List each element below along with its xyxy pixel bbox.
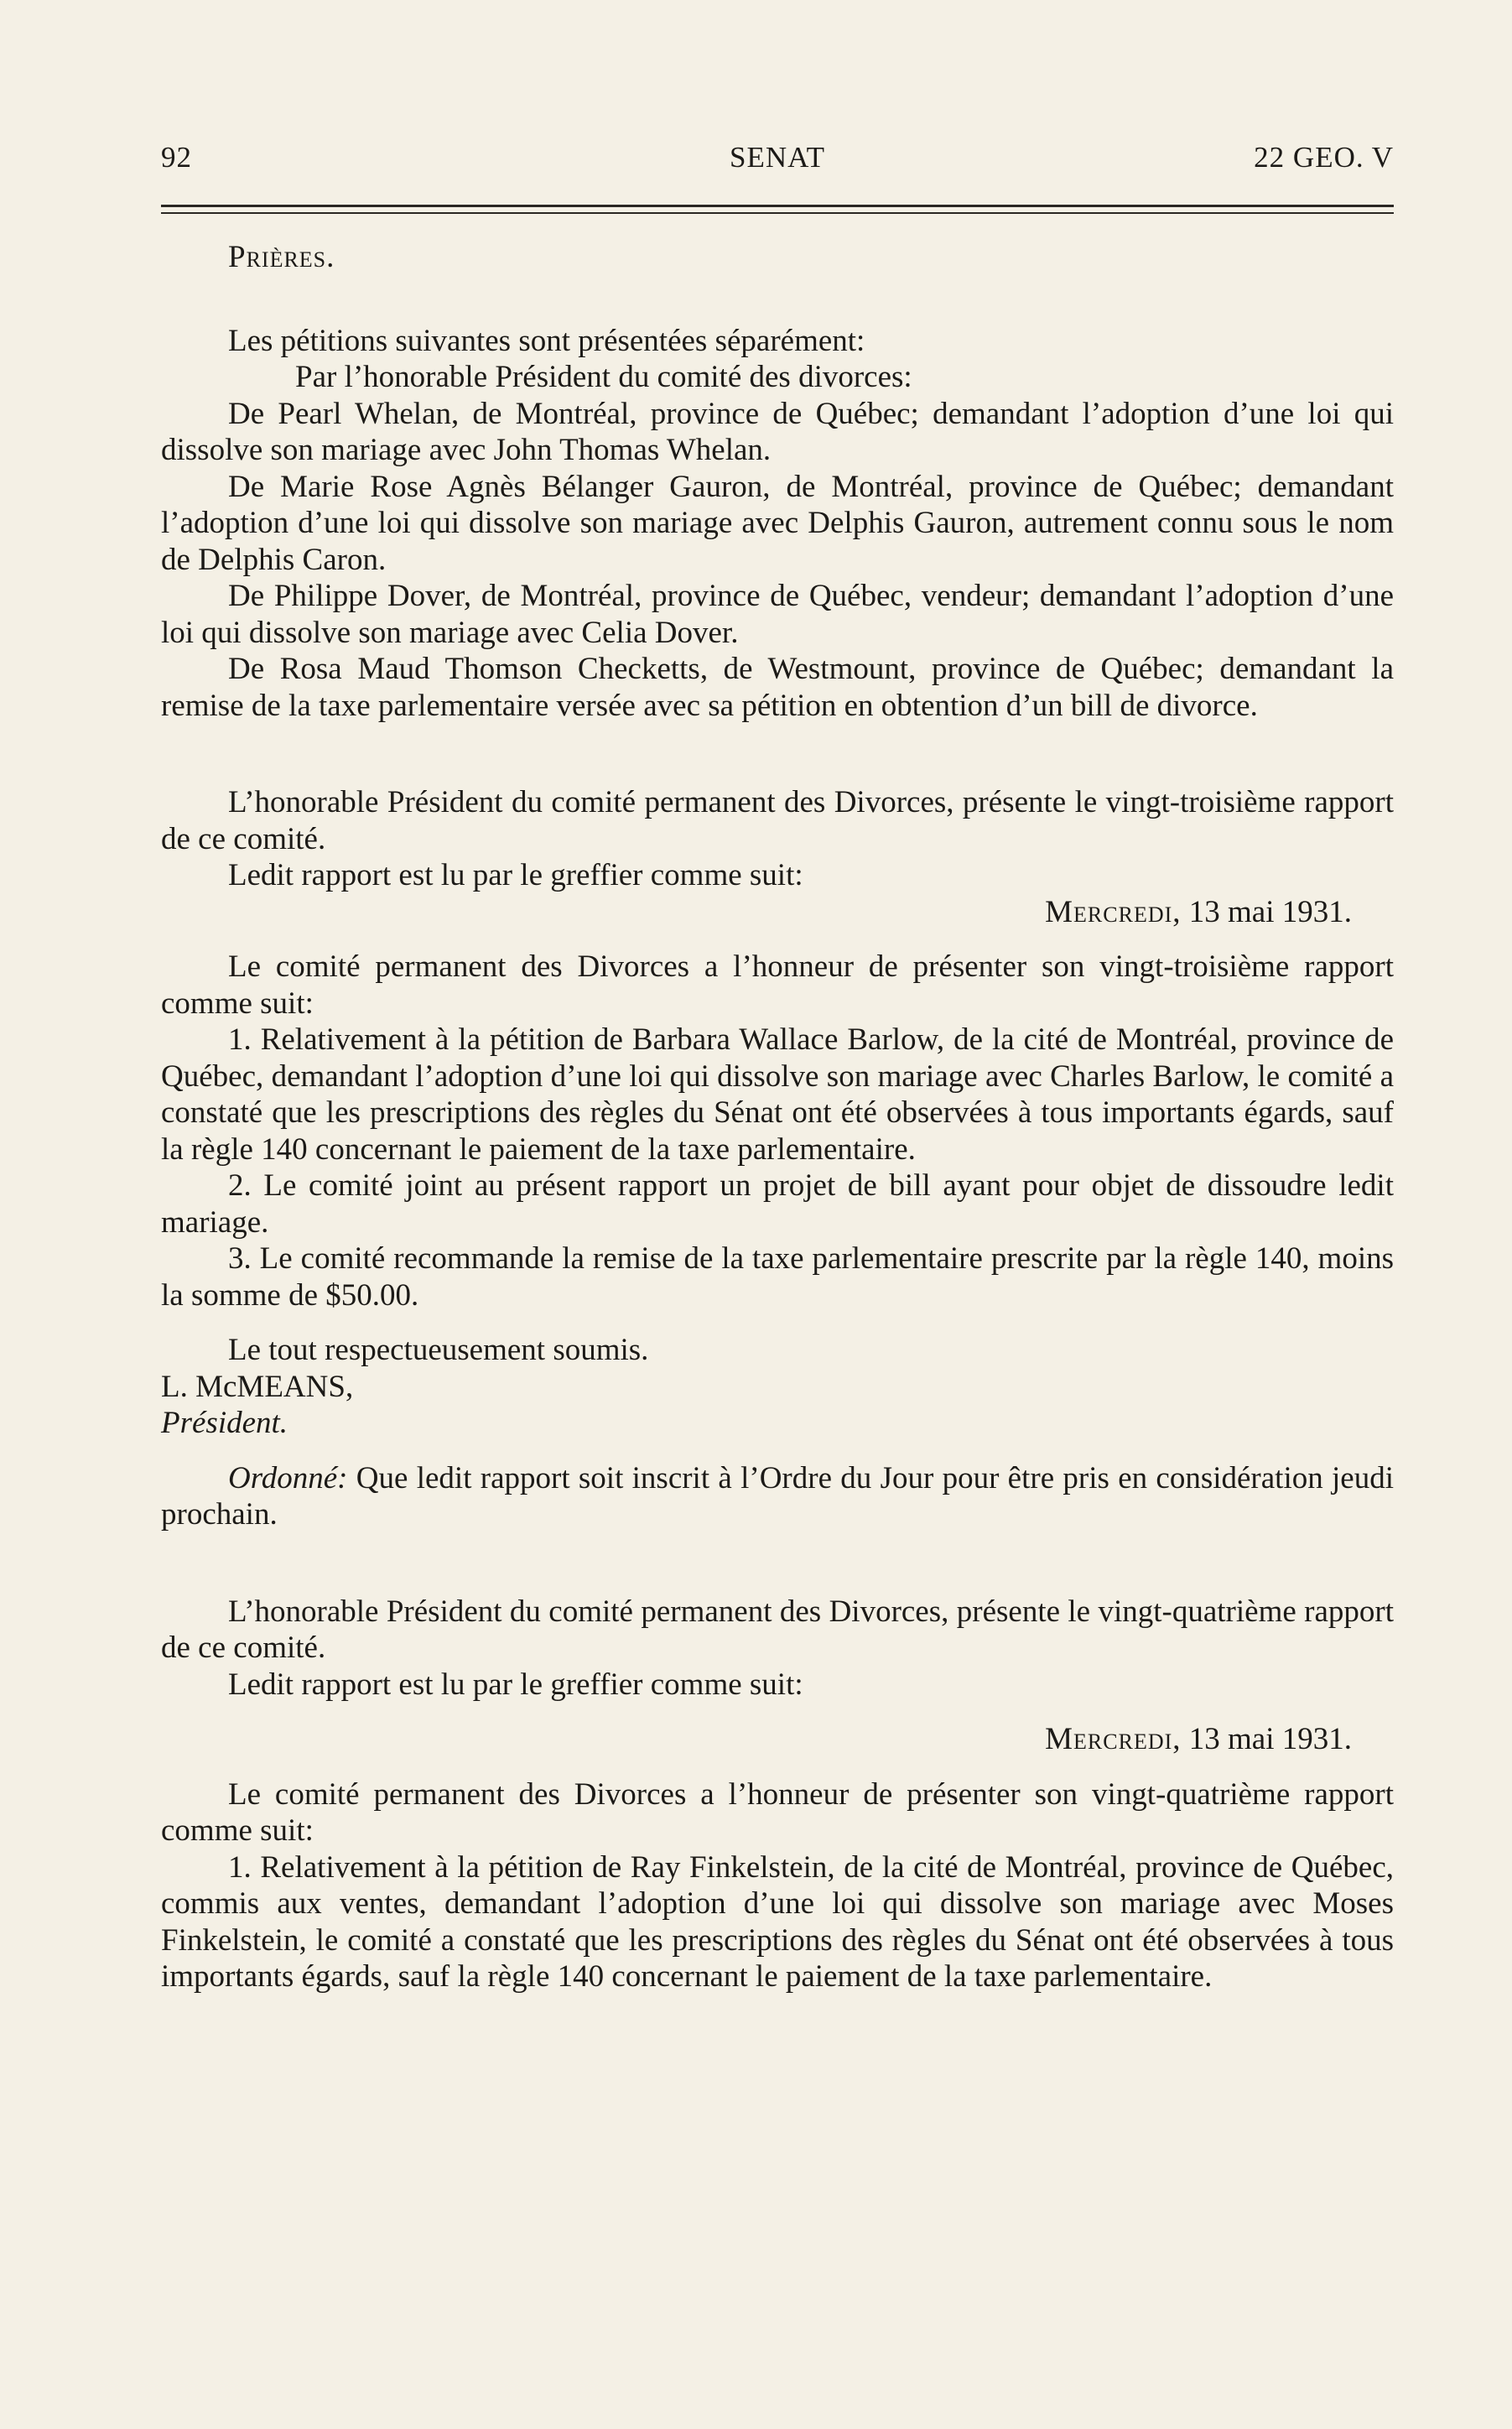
petitions-intro: Les pétitions suivantes sont présentées séparément: bbox=[228, 323, 865, 358]
signature-name: L. McMEANS, bbox=[161, 1369, 354, 1404]
report-24-intro: L’honorable Président du comité permanent des Divorces, présente le vingt-quatrième rapport de ce comité. bbox=[161, 1594, 1394, 1665]
report-23-date bbox=[161, 894, 1394, 931]
report-23-item: 1. Relativement à la pétition de Barbara Wallace Barlow, de la cité de Montréal, province de Québec, demandant l’adoption d’une loi qui dissolve son mariage avec Charles Barlow, le comité a constaté que les prescriptions des règles du Sénat ont été observées à tous importants égards, sauf la règle 140 concernant le paiement de la taxe parlementaire. bbox=[161, 1022, 1394, 1167]
order-paragraph bbox=[161, 1460, 1394, 1533]
report-23-date-day: Mercredi, bbox=[1045, 894, 1182, 929]
petition-item: De Philippe Dover, de Montréal, province de Québec, vendeur; demandant l’adoption d’une loi qui dissolve son mariage avec Celia Dover. bbox=[161, 579, 1394, 650]
report-23-closing: Le tout respectueusement soumis. bbox=[228, 1333, 649, 1367]
report-23-item: 2. Le comité joint au présent rapport un projet de bill ayant pour objet de dissoudre ledit mariage. bbox=[161, 1168, 1394, 1240]
report-23-read: Ledit rapport est lu par le greffier comme suit: bbox=[228, 858, 803, 892]
page-header bbox=[161, 141, 1394, 191]
report-24-date-rest: 13 mai 1931. bbox=[1188, 1722, 1352, 1756]
signature-title: Président. bbox=[161, 1406, 288, 1440]
report-23-intro: L’honorable Président du comité permanent des Divorces, présente le vingt-troisième rapport de ce comité. bbox=[161, 785, 1394, 856]
report-24-opening: Le comité permanent des Divorces a l’honneur de présenter son vingt-quatrième rapport comme suit: bbox=[161, 1776, 1394, 1848]
petition-item: De Rosa Maud Thomson Checketts, de Westmount, province de Québec; demandant la remise de la taxe parlementaire versée avec sa pétition en obtention d’un bill de divorce. bbox=[161, 652, 1394, 723]
section-title: Prières. bbox=[228, 240, 335, 274]
header-rule-top bbox=[161, 205, 1394, 207]
page-number: 92 bbox=[161, 141, 192, 174]
report-24-date bbox=[161, 1721, 1394, 1758]
order-text: Que ledit rapport soit inscrit à l’Ordre du Jour pour être pris en considération jeudi prochain. bbox=[161, 1460, 1394, 1532]
report-23-date-rest: 13 mai 1931. bbox=[1188, 894, 1352, 929]
session-label: 22 GEO. V bbox=[1254, 141, 1394, 174]
order-label: Ordonné: bbox=[228, 1460, 348, 1495]
report-24-date-day: Mercredi, bbox=[1045, 1722, 1182, 1756]
report-24-item: 1. Relativement à la pétition de Ray Finkelstein, de la cité de Montréal, province de Québec, commis aux ventes, demandant l’adoption d’une loi qui dissolve son mariage avec Moses Finkelstein, le comité a constaté que les prescriptions des règles du Sénat ont été observées à tous importants égards, sauf la règle 140 concernant le paiement de la taxe parlementaire. bbox=[161, 1849, 1394, 1994]
header-rule-bottom bbox=[161, 212, 1394, 214]
report-24-read: Ledit rapport est lu par le greffier comme suit: bbox=[228, 1667, 803, 1702]
report-23-item: 3. Le comité recommande la remise de la taxe parlementaire prescrite par la règle 140, moins la somme de $50.00. bbox=[161, 1241, 1394, 1313]
report-23-opening: Le comité permanent des Divorces a l’honneur de présenter son vingt-troisième rapport comme suit: bbox=[161, 949, 1394, 1021]
petitions-presenter: Par l’honorable Président du comité des divorces: bbox=[295, 360, 912, 394]
petition-item: De Pearl Whelan, de Montréal, province de Québec; demandant l’adoption d’une loi qui dissolve son mariage avec John Thomas Whelan. bbox=[161, 396, 1394, 467]
running-title: SENAT bbox=[730, 141, 825, 174]
petition-item: De Marie Rose Agnès Bélanger Gauron, de Montréal, province de Québec; demandant l’adoption d’une loi qui dissolve son mariage avec Delphis Gauron, autrement connu sous le nom de Delphis Caron. bbox=[161, 469, 1394, 577]
document-body bbox=[161, 239, 1394, 1995]
